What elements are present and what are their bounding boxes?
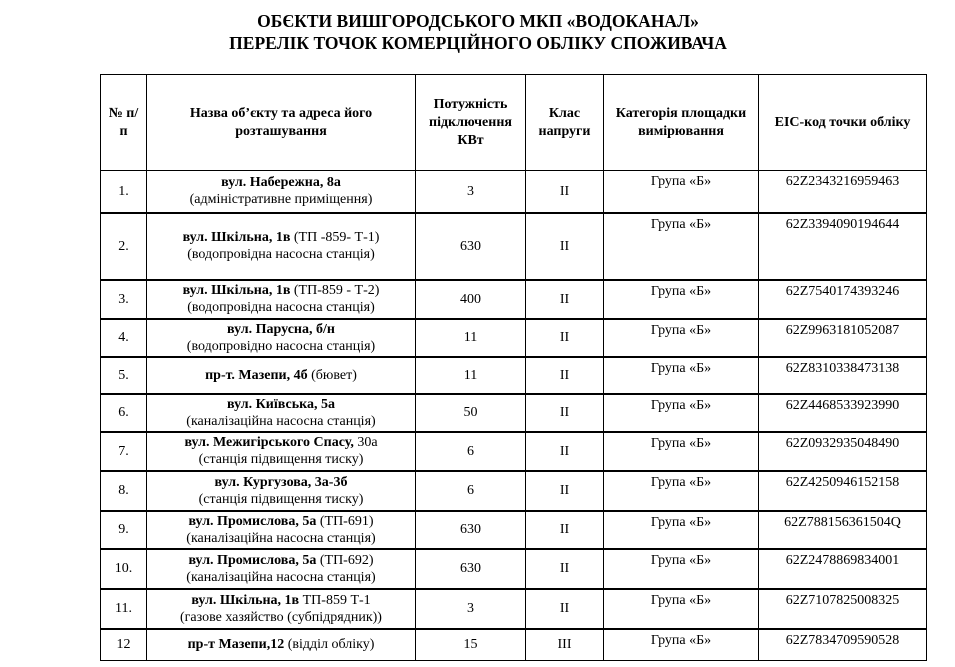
- measurement-category: Група «Б»: [604, 549, 759, 589]
- measurement-category: Група «Б»: [604, 432, 759, 471]
- address-bold: вул. Парусна, б/н: [227, 321, 335, 337]
- object-address-cell: [147, 629, 416, 661]
- address-extra: (відділ обліку): [284, 637, 375, 653]
- address-bold: пр-т. Мазепи, 4б: [205, 367, 308, 383]
- row-number: 3.: [101, 280, 147, 319]
- connected-power: 400: [416, 280, 526, 319]
- eic-code: 62Z0932935048490: [759, 432, 927, 471]
- header-connected-power: Потужність підключення КВт: [416, 75, 526, 171]
- address-bold: вул. Промислова, 5а: [188, 513, 317, 529]
- measurement-category: Група «Б»: [604, 171, 759, 213]
- header-object-name-address: Назва об’єкту та адреса його розташування: [147, 75, 416, 171]
- object-address-cell: [147, 471, 416, 511]
- object-description: (каналізаційна насосна станція): [186, 413, 376, 429]
- header-measurement-category: Категорія площадки вимірювання: [604, 75, 759, 171]
- object-address-cell: [147, 357, 416, 394]
- table-header-row: [101, 75, 927, 171]
- address-bold: вул. Шкільна, 1в: [191, 592, 300, 608]
- connected-power: 630: [416, 511, 526, 549]
- table-row: [101, 213, 927, 280]
- eic-code: 62Z2478869834001: [759, 549, 927, 589]
- table-row: [101, 471, 927, 511]
- eic-code: 62Z2343216959463: [759, 171, 927, 213]
- row-number: 8.: [101, 471, 147, 511]
- eic-code: 62Z788156361504Q: [759, 511, 927, 549]
- row-number: 11.: [101, 589, 147, 629]
- address-extra: (ТП-691): [316, 513, 374, 529]
- eic-code: 62Z7540174393246: [759, 280, 927, 319]
- row-number: 7.: [101, 432, 147, 471]
- object-description: (газове хазяйство (субпідрядник)): [180, 609, 382, 625]
- table-row: [101, 319, 927, 357]
- voltage-class: II: [526, 280, 604, 319]
- address-bold: вул. Шкільна, 1в: [182, 283, 291, 298]
- measurement-category: Група «Б»: [604, 394, 759, 432]
- address-extra: (ТП-692): [316, 552, 374, 568]
- eic-code: 62Z7834709590528: [759, 629, 927, 661]
- connected-power: 3: [416, 589, 526, 629]
- table-row: [101, 171, 927, 213]
- object-address-cell: [147, 171, 416, 213]
- address-extra: ТП-859 Т-1: [299, 592, 371, 608]
- metering-points-table: [100, 74, 927, 661]
- object-description: (каналізаційна насосна станція): [186, 569, 376, 585]
- header-eic-code: ЕІС-код точки обліку: [759, 75, 927, 171]
- object-address-cell: [147, 213, 416, 280]
- measurement-category: Група «Б»: [604, 511, 759, 549]
- voltage-class: II: [526, 432, 604, 471]
- connected-power: 6: [416, 432, 526, 471]
- measurement-category: Група «Б»: [604, 357, 759, 394]
- measurement-category: Група «Б»: [604, 213, 759, 280]
- object-description: (каналізаційна насосна станція): [186, 530, 376, 546]
- object-description: (станція підвищення тиску): [198, 452, 364, 467]
- voltage-class: II: [526, 471, 604, 511]
- eic-code: 62Z7107825008325: [759, 589, 927, 629]
- object-address-cell: [147, 394, 416, 432]
- eic-code: 62Z3394090194644: [759, 213, 927, 280]
- voltage-class: II: [526, 213, 604, 280]
- header-number: № п/п: [101, 75, 147, 171]
- table-row: [101, 629, 927, 661]
- object-description: (водопровідно насосна станція): [186, 338, 376, 354]
- row-number: 12: [101, 629, 147, 661]
- eic-code: 62Z4468533923990: [759, 394, 927, 432]
- row-number: 1.: [101, 171, 147, 213]
- voltage-class: II: [526, 394, 604, 432]
- connected-power: 15: [416, 629, 526, 661]
- eic-code: 62Z4250946152158: [759, 471, 927, 511]
- object-description: (водопровідна насосна станція): [187, 300, 375, 315]
- address-extra: (бювет): [307, 367, 357, 383]
- object-description: (адміністративне приміщення): [189, 192, 373, 208]
- measurement-category: Група «Б»: [604, 589, 759, 629]
- object-address-cell: [147, 589, 416, 629]
- measurement-category: Група «Б»: [604, 280, 759, 319]
- address-extra: (ТП-859 - Т-2): [290, 283, 380, 298]
- row-number: 10.: [101, 549, 147, 589]
- row-number: 5.: [101, 357, 147, 394]
- connected-power: 3: [416, 171, 526, 213]
- eic-code: 62Z9963181052087: [759, 319, 927, 357]
- table-row: [101, 549, 927, 589]
- voltage-class: II: [526, 511, 604, 549]
- table-row: [101, 357, 927, 394]
- table-row: [101, 589, 927, 629]
- address-bold: вул. Промислова, 5а: [188, 552, 317, 568]
- object-description: (водопровідна насосна станція): [187, 247, 375, 262]
- voltage-class: II: [526, 171, 604, 213]
- object-address-cell: [147, 549, 416, 589]
- object-address-cell: [147, 280, 416, 319]
- connected-power: 6: [416, 471, 526, 511]
- voltage-class: II: [526, 589, 604, 629]
- voltage-class: II: [526, 357, 604, 394]
- row-number: 6.: [101, 394, 147, 432]
- connected-power: 11: [416, 357, 526, 394]
- address-bold: вул. Межигірського Спасу,: [184, 435, 354, 450]
- address-bold: вул. Шкільна, 1в: [182, 230, 291, 245]
- address-extra: 30а: [353, 435, 378, 450]
- object-address-cell: [147, 511, 416, 549]
- header-voltage-class: Клас напруги: [526, 75, 604, 171]
- connected-power: 630: [416, 213, 526, 280]
- connected-power: 50: [416, 394, 526, 432]
- row-number: 2.: [101, 213, 147, 280]
- eic-code: 62Z8310338473138: [759, 357, 927, 394]
- voltage-class: III: [526, 629, 604, 661]
- address-extra: (ТП -859- Т-1): [290, 230, 380, 245]
- measurement-category: Група «Б»: [604, 471, 759, 511]
- row-number: 9.: [101, 511, 147, 549]
- table-row: [101, 432, 927, 471]
- address-bold: вул. Київська, 5а: [227, 396, 335, 412]
- table-row: [101, 511, 927, 549]
- address-bold: пр-т Мазепи,12: [187, 637, 285, 653]
- connected-power: 630: [416, 549, 526, 589]
- object-description: (станція підвищення тиску): [198, 491, 364, 507]
- document-title-line1: ОБЄКТИ ВИШГОРОДСЬКОГО МКП «ВОДОКАНАЛ»: [257, 11, 699, 31]
- voltage-class: II: [526, 549, 604, 589]
- table-row: [101, 280, 927, 319]
- object-address-cell: [147, 432, 416, 471]
- measurement-category: Група «Б»: [604, 319, 759, 357]
- address-bold: вул. Набережна, 8а: [221, 175, 341, 191]
- document-title-line2: ПЕРЕЛІК ТОЧОК КОМЕРЦІЙНОГО ОБЛІКУ СПОЖИВАЧА: [229, 33, 727, 53]
- object-address-cell: [147, 319, 416, 357]
- row-number: 4.: [101, 319, 147, 357]
- address-bold: вул. Кургузова, 3а-3б: [214, 474, 348, 490]
- voltage-class: II: [526, 319, 604, 357]
- connected-power: 11: [416, 319, 526, 357]
- measurement-category: Група «Б»: [604, 629, 759, 661]
- table-row: [101, 394, 927, 432]
